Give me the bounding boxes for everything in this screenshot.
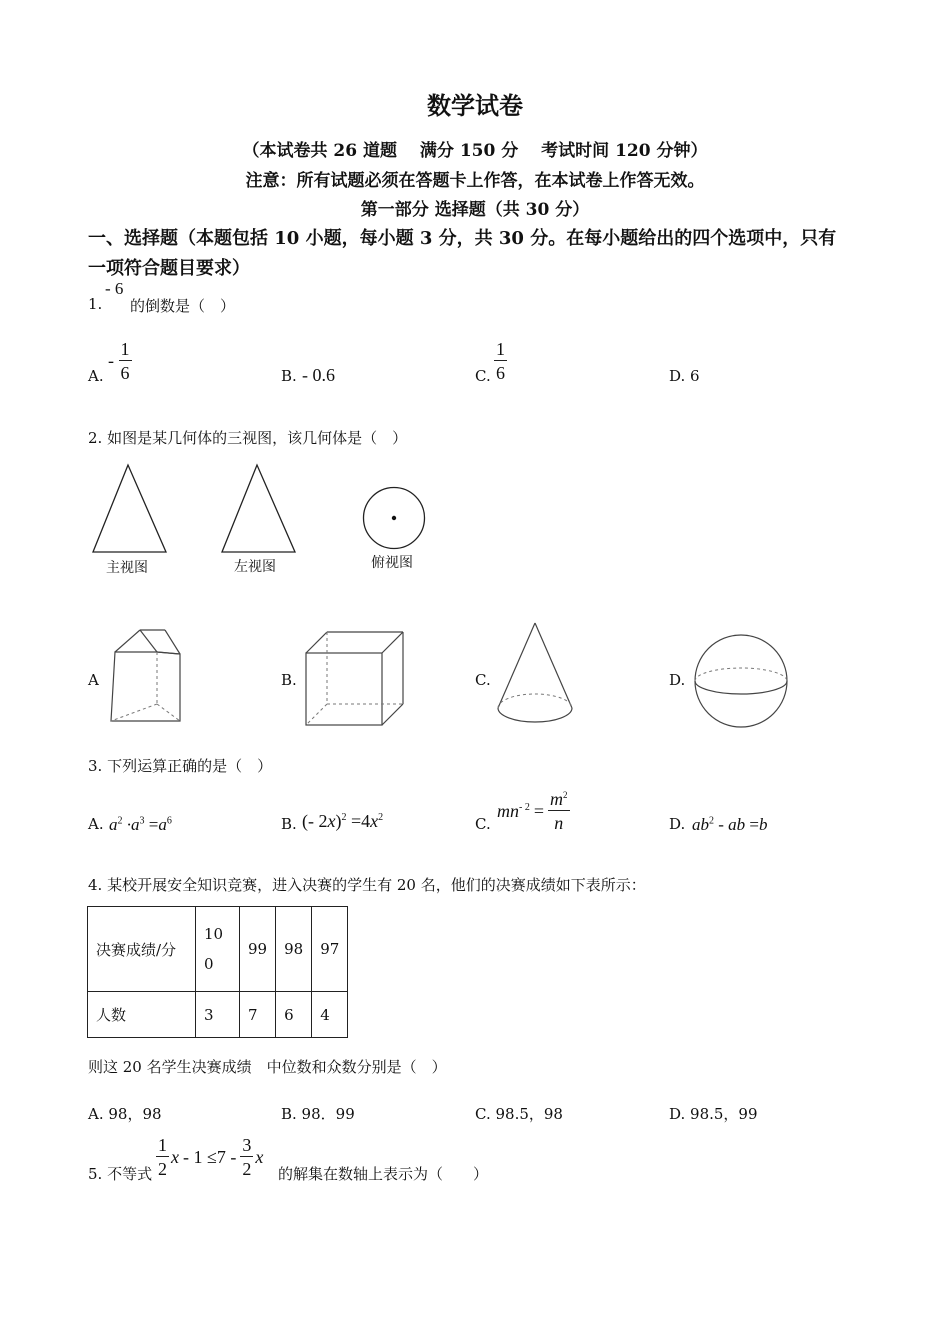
score-row bbox=[88, 907, 348, 992]
q3-option-c-fraction: $\frac{m^2}{n}$ bbox=[550, 789, 568, 833]
q3-option-d-label: D. bbox=[669, 815, 686, 833]
score-table bbox=[87, 906, 348, 1038]
score-cell: 98 bbox=[276, 907, 312, 992]
q1-option-c-numerator: 1 bbox=[496, 339, 505, 359]
q1-option-c-denominator: 6 bbox=[496, 363, 505, 383]
q3-text: 3. 下列运算正确的是（ ） bbox=[88, 757, 273, 775]
q1-option-a-numerator: 1 bbox=[120, 339, 130, 359]
q1-option-b-label: B. bbox=[281, 367, 297, 385]
q1-option-c-fraction bbox=[494, 340, 507, 382]
q3-option-c-label: C. bbox=[475, 815, 491, 833]
q2-option-b-label: B. bbox=[281, 671, 297, 689]
q5-prefix: 5. 不等式 bbox=[88, 1165, 153, 1183]
q1-option-a-fraction bbox=[119, 340, 132, 382]
q1-option-d: D. 6 bbox=[669, 367, 700, 385]
q2-option-d-label: D. bbox=[669, 671, 686, 689]
q3-option-b-label: B. bbox=[281, 815, 297, 833]
count-cell: 3 bbox=[196, 992, 240, 1038]
q4-text: 4. 某校开展安全知识竞赛，进入决赛的学生有 20 名，他们的决赛成绩如下表所示： bbox=[88, 876, 646, 894]
q2-text: 2. 如图是某几何体的三视图，该几何体是（ ） bbox=[88, 429, 408, 447]
front-view-triangle bbox=[90, 462, 170, 557]
page-title: 数学试卷 bbox=[427, 91, 523, 120]
score-header-cell: 决赛成绩/分 bbox=[88, 907, 196, 992]
score-100-top: 10 bbox=[204, 925, 224, 943]
front-view-label: 主视图 bbox=[106, 560, 148, 576]
exam-notice: 注意：所有试题必须在答题卡上作答，在本试卷上作答无效。 bbox=[245, 171, 705, 191]
q1-option-a-denominator: 6 bbox=[120, 363, 130, 383]
q1-option-a-sign: - bbox=[108, 350, 114, 371]
section-instructions-line1: 一、选择题（本题包括 10 小题，每小题 3 分，共 30 分。在每小题给出的四个选项中，只有 bbox=[88, 228, 837, 249]
cube-icon bbox=[302, 628, 412, 728]
count-cell: 6 bbox=[276, 992, 312, 1038]
q5-suffix: 的解集在数轴上表示为（ ） bbox=[278, 1165, 489, 1183]
q4-option-a: A. 98，98 bbox=[88, 1105, 162, 1123]
q4-option-b: B. 98．99 bbox=[281, 1105, 355, 1123]
part-heading: 第一部分 选择题（共 30 分） bbox=[360, 200, 590, 220]
q3-option-a-expression: $a^2 \cdot a^3 =a^6$ bbox=[109, 815, 172, 834]
exam-info: （本试卷共 26 道题 满分 150 分 考试时间 120 分钟） bbox=[242, 141, 708, 161]
score-cell: 99 bbox=[240, 907, 276, 992]
q4-question: 则这 20 名学生决赛成绩 中位数和众数分别是（ ） bbox=[88, 1058, 447, 1076]
score-100-bottom: 0 bbox=[204, 955, 214, 973]
q3-option-b-expression: (- $2x)^2 =4x^2$ bbox=[302, 811, 384, 831]
score-cell-100 bbox=[196, 907, 240, 992]
side-view-label: 左视图 bbox=[234, 559, 276, 575]
q1-value: - 6 bbox=[105, 279, 124, 298]
q3-option-d-expression: $ab^2$ - ab =b bbox=[692, 815, 768, 834]
q1-option-c-label: C. bbox=[475, 367, 491, 385]
q5-fraction-left: $\frac{1}{2}$ bbox=[158, 1135, 167, 1179]
top-view-label: 俯视图 bbox=[371, 555, 413, 571]
count-header-cell: 人数 bbox=[88, 992, 196, 1038]
q1-option-c bbox=[494, 340, 507, 382]
top-view-circle bbox=[360, 486, 430, 556]
q2-option-c-label: C. bbox=[475, 671, 491, 689]
side-view-triangle bbox=[219, 462, 299, 557]
cone-icon bbox=[494, 620, 576, 728]
section-instructions-line2: 一项符合题目要求） bbox=[88, 258, 250, 279]
count-row bbox=[88, 992, 348, 1038]
q4-option-d: D. 98.5，99 bbox=[669, 1105, 758, 1123]
q1-option-a bbox=[108, 340, 132, 382]
q1-text: 的倒数是（ ） bbox=[130, 297, 236, 315]
score-cell: 97 bbox=[312, 907, 348, 992]
q1-option-b-value: - 0.6 bbox=[302, 365, 335, 385]
q3-option-a-label: A. bbox=[88, 815, 104, 833]
q5-inequality: $\frac{1}{2}$ x - 1 ≤7 - $\frac{3}{2}$ x bbox=[158, 1135, 264, 1179]
count-cell: 4 bbox=[312, 992, 348, 1038]
q2-option-a-label: A bbox=[88, 671, 99, 689]
q1-option-a-label: A. bbox=[88, 367, 104, 385]
q5-fraction-right: $\frac{3}{2}$ bbox=[242, 1135, 252, 1179]
q3-option-c-expression: $mn^{- 2}$ = $\frac{m^2}{n}$ bbox=[497, 789, 568, 833]
count-cell: 7 bbox=[240, 992, 276, 1038]
q4-option-c: C. 98.5，98 bbox=[475, 1105, 563, 1123]
sphere-icon bbox=[692, 634, 792, 730]
q1-number: 1. bbox=[88, 295, 103, 313]
triangular-prism-icon bbox=[105, 622, 190, 727]
